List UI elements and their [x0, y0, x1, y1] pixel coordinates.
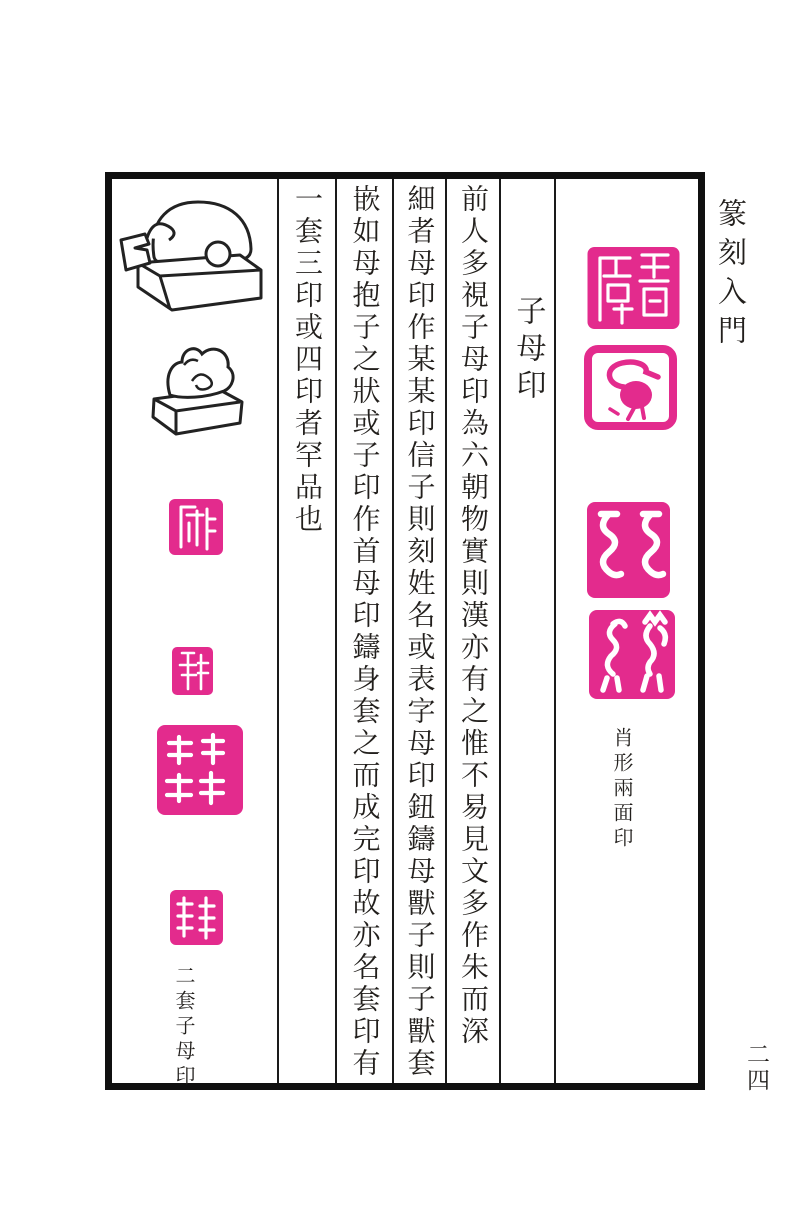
right-figure-column — [554, 179, 698, 1083]
text-column-3-content: 嵌如母抱子之狀或子印作首母印鑄身套之而成完印故亦名套印有 — [348, 184, 382, 1080]
text-column-2 — [392, 179, 445, 1083]
seal-impression-bird — [584, 345, 677, 430]
right-figure-caption: 肖形兩面印 — [610, 727, 634, 852]
left-figure-column — [112, 179, 277, 1090]
mother-seal-drawing — [114, 193, 267, 315]
seal-impression-d — [168, 888, 225, 947]
seal-impression-c — [155, 723, 245, 817]
text-column-3 — [335, 179, 392, 1083]
page-number: 二四 — [743, 1042, 769, 1094]
text-column-1 — [445, 179, 499, 1083]
section-title-column — [499, 179, 554, 1083]
book-title: 篆刻入門 — [714, 198, 748, 354]
left-figure-caption: 二套子母印 — [172, 965, 196, 1090]
section-title: 子母印 — [510, 295, 546, 406]
seal-impression-animals — [587, 608, 677, 701]
text-column-4-content: 一套三印或四印者罕品也 — [291, 184, 324, 536]
child-seal-drawing — [140, 331, 250, 445]
text-column-2-content: 細者母印作某某印信子則刻姓名或表字母印鈕鑄母獸子則子獸套 — [403, 184, 437, 1080]
content-frame — [105, 172, 705, 1090]
text-column-1-content: 前人多視子母印為六朝物實則漢亦有之惟不易見文多作朱而深 — [457, 184, 490, 1048]
text-column-4 — [277, 179, 335, 1083]
seal-impression-characters — [586, 245, 681, 331]
seal-impression-b — [170, 645, 215, 697]
seal-impression-a — [167, 497, 225, 557]
seal-impression-scrolls — [585, 500, 672, 600]
